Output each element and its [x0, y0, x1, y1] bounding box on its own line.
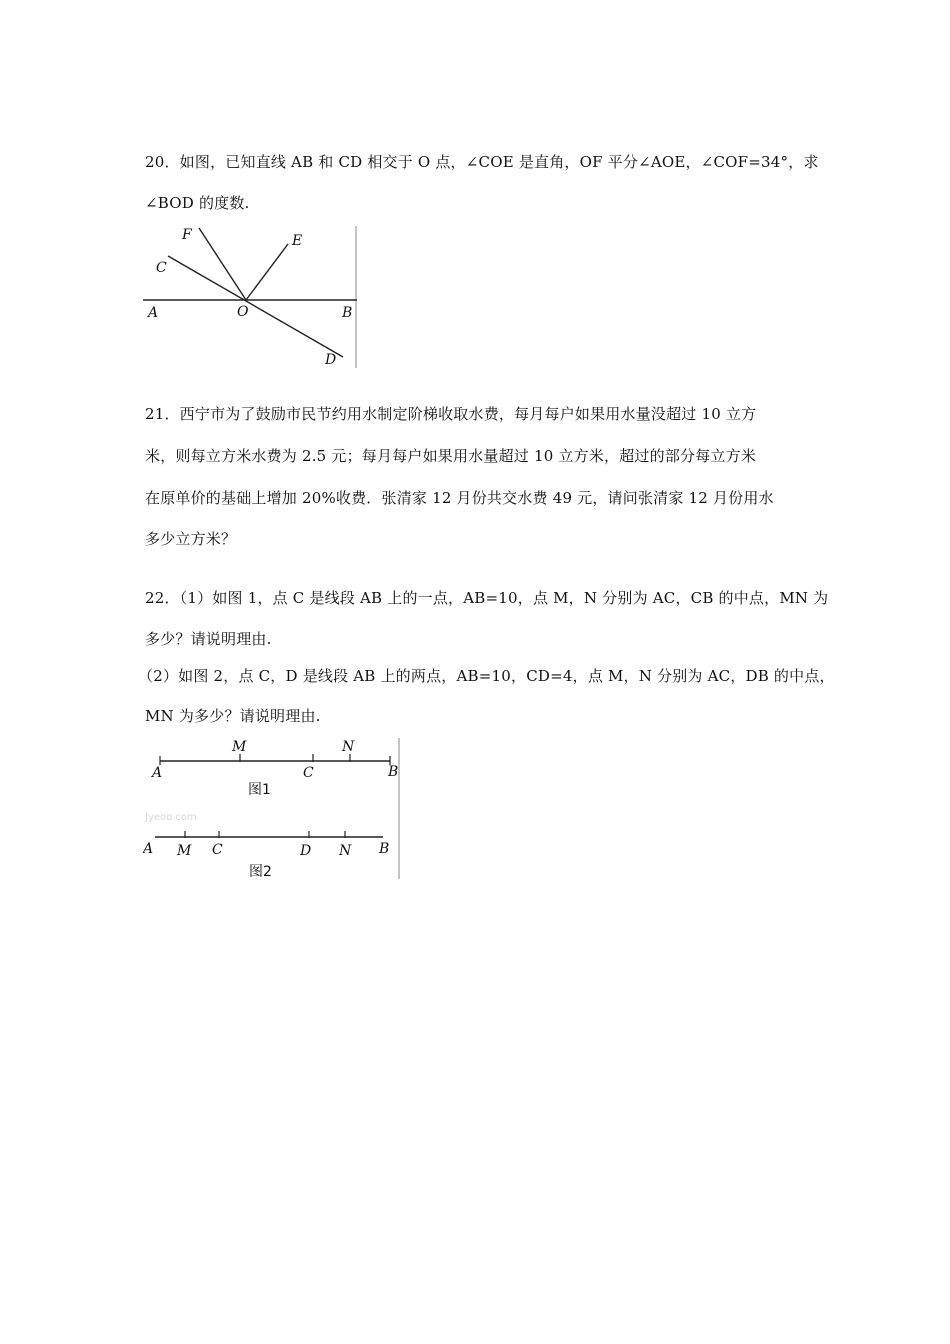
q22-text-line-2: 多少？请说明理由. — [145, 630, 272, 648]
fig1-label-a: A — [152, 765, 163, 781]
q21-text-line-4: 多少立方米？ — [145, 530, 237, 548]
fig2-label-a: A — [143, 841, 154, 857]
fig2-label-n: N — [339, 843, 352, 859]
label-d: D — [325, 352, 337, 368]
fig2-label-d: D — [300, 843, 312, 859]
ray-oe — [246, 244, 288, 300]
fig2-label-m: M — [177, 843, 192, 859]
fig2-label-c: C — [212, 842, 223, 858]
q20-text-line-1: 20．如图，已知直线 AB 和 CD 相交于 O 点，∠COE 是直角，OF 平分∠AOE，∠COF=34°，求 — [145, 153, 819, 171]
label-e: E — [292, 233, 303, 249]
ray-of — [199, 228, 246, 300]
q22-text-line-4: MN 为多少？请说明理由. — [145, 707, 321, 725]
label-o: O — [237, 304, 249, 320]
label-b: B — [342, 305, 353, 321]
fig1-label-b: B — [388, 764, 399, 780]
watermark: Jyeoo.com — [145, 812, 197, 823]
label-a: A — [148, 305, 159, 321]
q21-text-line-3: 在原单价的基础上增加 20%收费．张清家 12 月份共交水费 49 元，请问张清家 12 月份用水 — [145, 489, 774, 507]
line-cd — [168, 256, 343, 357]
q21-text-line-1: 21．西宁市为了鼓励市民节约用水制定阶梯收取水费，每月每户如果用水量没超过 10 立方 — [145, 405, 757, 423]
q22-text-line-1: 22．（1）如图 1，点 C 是线段 AB 上的一点，AB=10，点 M，N 分别为 AC，CB 的中点，MN 为 — [145, 589, 829, 607]
figure-q22-line-segments — [143, 738, 403, 880]
fig2-caption: 图2 — [249, 864, 272, 880]
fig2-label-b: B — [379, 841, 390, 857]
figure-1 — [150, 739, 398, 798]
label-f: F — [182, 227, 192, 243]
figure-2 — [143, 831, 389, 880]
fig1-label-m: M — [232, 739, 247, 755]
label-c: C — [156, 260, 167, 276]
figure-q20-intersecting-lines — [143, 226, 359, 368]
fig1-label-c: C — [303, 765, 314, 781]
q20-text-line-2: ∠BOD 的度数. — [145, 194, 250, 212]
q21-text-line-2: 米，则每立方米水费为 2.5 元；每月每户如果用水量超过 10 立方米，超过的部分每立方米 — [145, 447, 757, 465]
fig1-caption: 图1 — [248, 782, 271, 798]
fig1-label-n: N — [342, 739, 355, 755]
q22-text-line-3: （2）如图 2，点 C，D 是线段 AB 上的两点，AB=10，CD=4，点 M，N 分别为 AC，DB 的中点， — [138, 667, 835, 685]
